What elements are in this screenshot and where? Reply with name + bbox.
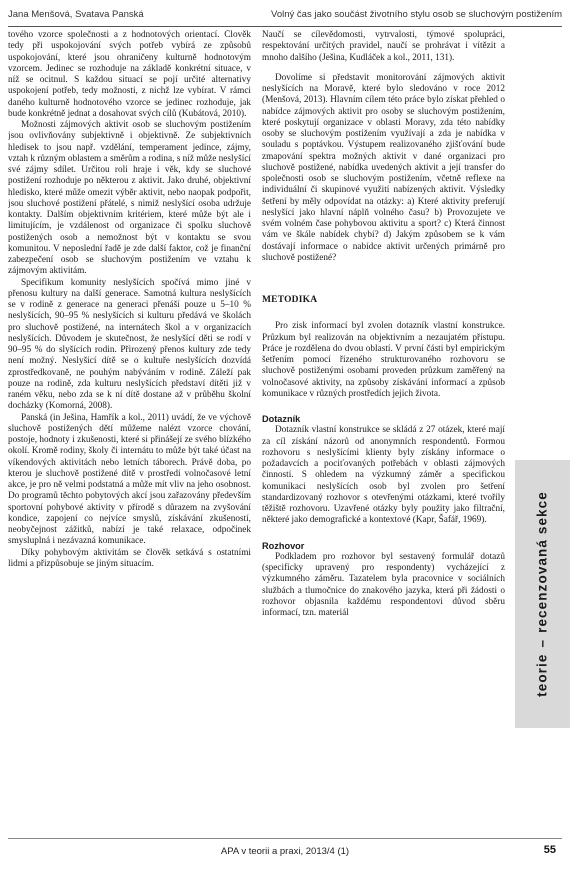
- left-column: [8, 30, 251, 824]
- paragraph: Panská (in Ješina, Hamřík a kol., 2011) uvádí, že ve výchově sluchově postižených dětí můžeme nalézt vzorce chování, postoje, hodnoty i zkušenosti, které si přinášejí ze svého blízkého okolí. Kromě rodiny, školy či internátu to může být také účast na víkendových aktivitách nebo letních táborech. Právě doba, po kterou je sluchově postižené dítě v prostředí volnočasové letní akce, je pro ně velmi podstatná a může mít vliv na jeho osobnost. Do programů těchto pobytových akcí jsou zařazovány především sportovní pohybové aktivity v přírodě s důrazem na zvyšování kondice, zapojení co nejvíce smyslů, získávání zkušeností, neobyčejnost zážitků, nabízí je také relaxace, odpočinek smysluplná i nezávazná komunikace.: [8, 412, 251, 547]
- side-label-subtitle: recenzovaná sekce: [534, 491, 550, 633]
- subsection-heading-rozhovor: Rozhovor: [262, 540, 305, 551]
- side-label-dash: –: [534, 638, 550, 648]
- page-number: 55: [543, 844, 556, 856]
- running-header: [8, 9, 562, 25]
- side-label-word: teorie: [534, 653, 550, 697]
- paragraph: Možnosti zájmových aktivit osob se sluchovým postižením jsou ovlivňovány subjektivně i objektivně. Ze subjektivních hledisek to jsou např. vzdělání, temperament jedince, zájmy, vztah k různým oblastem a směrům a rodina, s níž může neslyšící své zájmy sdílet. Určitou roli hraje i věk, kdy se sluchové postižení rozhoduje po některou z aktivit. Jako druhé, objektivní hledisko, které může omezit výběr aktivit, nebo naopak podpořit, jsou sluchové postižení přátelé, s nimiž neslyšící osoba udržuje kontakty. Dalším objektivním kritériem, které může být ale i limitujícím, je vzdálenost od organizace či spolku sluchově postižených osob a nemožnost být v kontaktu se svou komunitou. V neposlední řadě je zde další faktor, což je finanční zabezpečení osob se sluchovým postižením ve vztahu k zájmovým aktivitám.: [8, 120, 251, 277]
- header-divider: [8, 26, 562, 27]
- paragraph: Specifikum komunity neslyšících spočívá mimo jiné v přenosu kultury na další generace. Samotná kultura neslyšících se v rodině z generace na generaci přenáší pouze u 5–10 % neslyšících, 90–95 % neslyšících si kulturu předává ve školách pro sluchově postižené, na internátech škol a v organizacích neslyšících. Důvodem je skutečnost, že neslyšící děti se rodí v 90–95 % do slyšících rodin. Přirozený přenos kultury zde tedy není možný. Neslyšící dítě se o kultuře neslyšících dozvídá zprostředkovaně, ne pouhým nabýváním v rodině. Záleží pak pouze na rodině, zda kulturu neslyšících představí dítěti již v raném věku, nebo zda se k ní dítě dostane až v průběhu školní docházky (Komorná, 2008).: [8, 277, 251, 412]
- paragraph: Dotazník vlastní konstrukce se skládá z 27 otázek, které mají za cíl získání názorů od anonymních respondentů. Formou rozhovoru s neslyšícími klienty byly získány informace o požadavcích a pociťovaných potřebách v oblasti zájmových činností. S ohledem na výzkumný záměr a specifickou komunikaci neslyšících osob byl zvolen pro šetření standardizovaný rozhovor s otevřenými otázkami, které tvořily těžiště rozhovoru. Uzavřené otázky byly použity jako filtrační, některé jako demografické a kontextové (Kapr, Šafář, 1969).: [262, 425, 505, 526]
- footer-divider: [8, 838, 562, 839]
- subsection-heading-dotaznik: Dotazník: [262, 414, 301, 424]
- header-authors: Jana Menšová, Svatava Panská: [8, 9, 144, 20]
- right-column: [262, 30, 505, 824]
- paragraph: tového vzorce společnosti a z hodnotových orientací. Člověk tedy při uspokojování svých potřeb vybírá ze způsobů uspokojování, které jsou ohraničeny kulturně hodnotovým vzorcem. Jedinec se rozhoduje na základě konkrétní situace, v níž se ocitnul. S každou situací se pojí určité alternativy uspokojení potřeb, tedy možnosti, z nichž lze vybírat. V rámci daného kulturně hodnotového vzorce se jedinec rozhoduje, jak bude konkrétně jednat a dosahovat svých cílů (Kubátová, 2010).: [8, 30, 251, 119]
- paragraph: Pro zisk informací byl zvolen dotazník vlastní konstrukce. Průzkum byl realizován na objektivním a nezaujatém přístupu. Práce je rozdělena do dvou oblastí. V první části byl empirickým šetřením pomocí řízeného strukturovaného rozhovoru se sluchově postiženými osobami proveden průzkum zaměřený na volnočasové aktivity, na způsoby získávání informací a způsob komunikace v různých prostředích jejich života.: [262, 321, 505, 399]
- paragraph: Podkladem pro rozhovor byl sestavený formulář dotazů (specificky upravený pro respondenty) vycházející z výzkumného záměru. Tazatelem byla pracovnice v sociálních službách a tlumočnice do znakového jazyka, která při žádosti o rozhovor objasnila každému respondentovi důvod sběru informací, tzn. materiál: [262, 551, 505, 618]
- paragraph: Dovolíme si představit monitorování zájmových aktivit neslyšících na Moravě, které bylo sledováno v roce 2012 (Menšová, 2013). Hlavním cílem této práce bylo získat přehled o nabídce zájmových aktivit pro osoby se sluchovým postižením, které poskytují organizace v oblasti Moravy, zda této nabídky osoby se sluchovým postižením využívají a zda je nabídka v souladu s poptávkou. Výstupem realizovaného zjišťování bude zmapování spektra možných aktivit v dané organizaci pro sluchově postižené, nabídka uvedených aktivit a její transfer do společnosti osob se sluchovým postižením, včetně reflexe na individuální či skupinové využití nabízených aktivit. Výsledky šetření by měly odpovídat na otázky: a) Které aktivity preferují neslyšící jako hlavní náplň volného času? b) Provozujete ve svém volném čase pohybovou aktivitu a sport? c) Která činnost vám ve škále nabídek chybí? d) Jakým způsobem se k vám dostávají informace o nabídce aktivit určených primárně pro sluchově postižené?: [262, 72, 505, 263]
- section-side-label: [535, 491, 550, 697]
- paragraph: Díky pohybovým aktivitám se člověk setkává s ostatními lidmi a přizpůsobuje se jiným situacím.: [8, 547, 251, 569]
- section-heading-metodika: METODIKA: [262, 295, 318, 305]
- footer-journal: APA v teorii a praxi, 2013/4 (1): [220, 846, 350, 857]
- header-title: Volný čas jako součást životního stylu osob se sluchovým postižením: [271, 9, 562, 20]
- paragraph: Naučí se cílevědomosti, vytrvalosti, týmové spolupráci, respektování určitých pravidel, naučí se prohrávat i vítězit a mnoho dalšího (Ješina, Kudláček a kol., 2011, 131).: [262, 30, 505, 63]
